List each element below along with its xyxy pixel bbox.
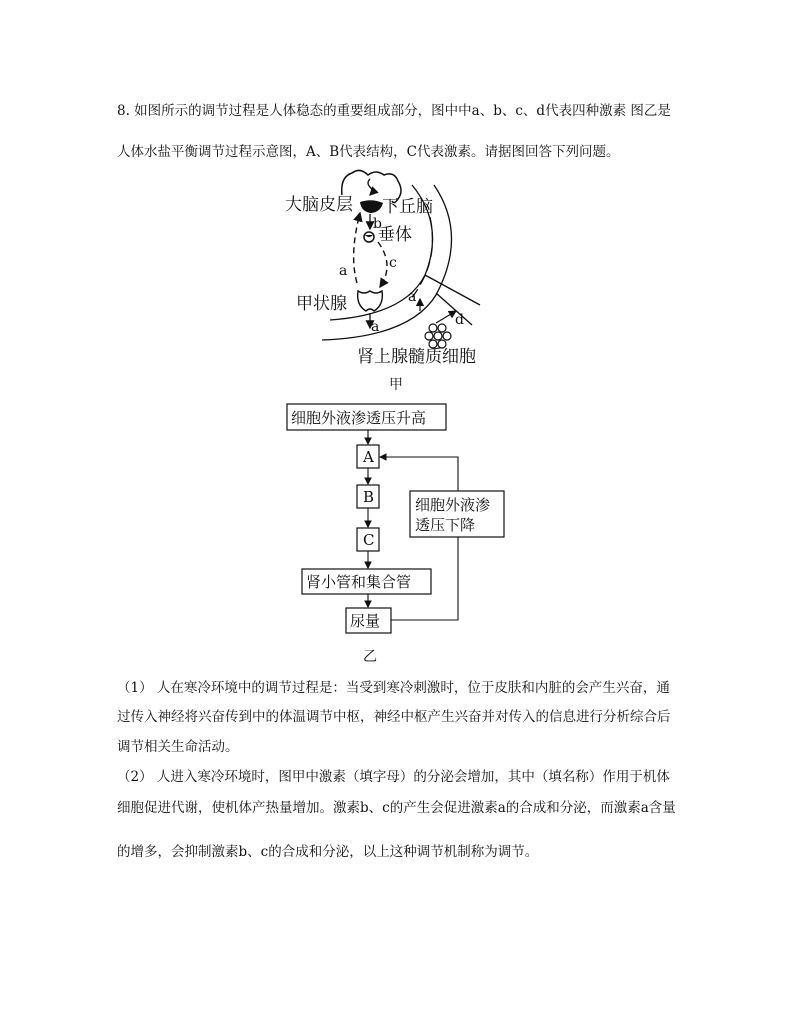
- question-line-2: 人体水盐平衡调节过程示意图，A、B代表结构，C代表激素。请据图回答下列问题。: [117, 144, 620, 160]
- label-d: d: [455, 312, 464, 328]
- figure-yi: [0, 400, 794, 640]
- label-adrenal: 肾上腺髓质细胞: [357, 347, 476, 367]
- svg-text:尿量: 尿量: [350, 612, 381, 630]
- label-a-left: a: [339, 263, 348, 279]
- label-b: b: [373, 216, 382, 232]
- thyroid-shape: [358, 291, 383, 311]
- feedback-line: [380, 457, 458, 620]
- sub1-line-2: 过传入神经将兴奋传到中的体温调节中枢，神经中枢产生兴奋并对传入的信息进行分析综合后: [117, 709, 671, 725]
- adrenal-cells: [425, 324, 451, 348]
- question-line-1: 8. 如图所示的调节过程是人体稳态的重要组成部分，图中中a、b、c、d代表四种激素 图乙是: [117, 103, 671, 119]
- c-arrow: [378, 242, 387, 287]
- sub2-line-2: 细胞促进代谢，使机体产热量增加。激素b、c的产生会促进激素a的合成和分泌，而激素a含量: [117, 800, 676, 816]
- label-a-adrenal: a: [408, 289, 417, 305]
- label-c: c: [389, 255, 397, 271]
- svg-text:B: B: [363, 488, 375, 506]
- stimulus-arrow: [368, 179, 372, 195]
- feedback-a-arrow: [354, 213, 360, 283]
- nerve-dashed: [412, 217, 432, 297]
- hypothalamus-shape: [360, 200, 383, 213]
- label-a-bottom: a: [371, 319, 380, 335]
- figure-jia: [0, 165, 794, 365]
- svg-text:细胞外液渗: 细胞外液渗: [415, 496, 491, 514]
- caption-yi: 乙: [363, 649, 377, 665]
- caption-jia: 甲: [389, 377, 403, 393]
- label-pituitary: 垂体: [378, 225, 412, 245]
- svg-text:C: C: [363, 531, 375, 549]
- svg-text:肾小管和集合管: 肾小管和集合管: [306, 573, 412, 591]
- label-cortex: 大脑皮层: [285, 195, 353, 215]
- label-hypothalamus: 下丘脑: [382, 197, 433, 217]
- label-thyroid: 甲状腺: [296, 294, 347, 314]
- svg-text:透压下降: 透压下降: [415, 516, 476, 534]
- svg-text:A: A: [363, 448, 374, 466]
- svg-text:细胞外液渗透压升高: 细胞外液渗透压升高: [291, 409, 427, 427]
- sub2-line-3: 的增多，会抑制激素b、c的合成和分泌，以上这种调节机制称为调节。: [117, 844, 539, 860]
- sub1-line-1: （1） 人在寒冷环境中的调节过程是：当受到寒冷刺激时，位于皮肤和内脏的会产生兴奋，通: [117, 680, 670, 696]
- sub1-line-3: 调节相关生命活动。: [117, 739, 239, 755]
- sub2-line-1: （2） 人进入寒冷环境时，图甲中激素（填字母）的分泌会增加，其中（填名称）作用于机体: [117, 769, 670, 785]
